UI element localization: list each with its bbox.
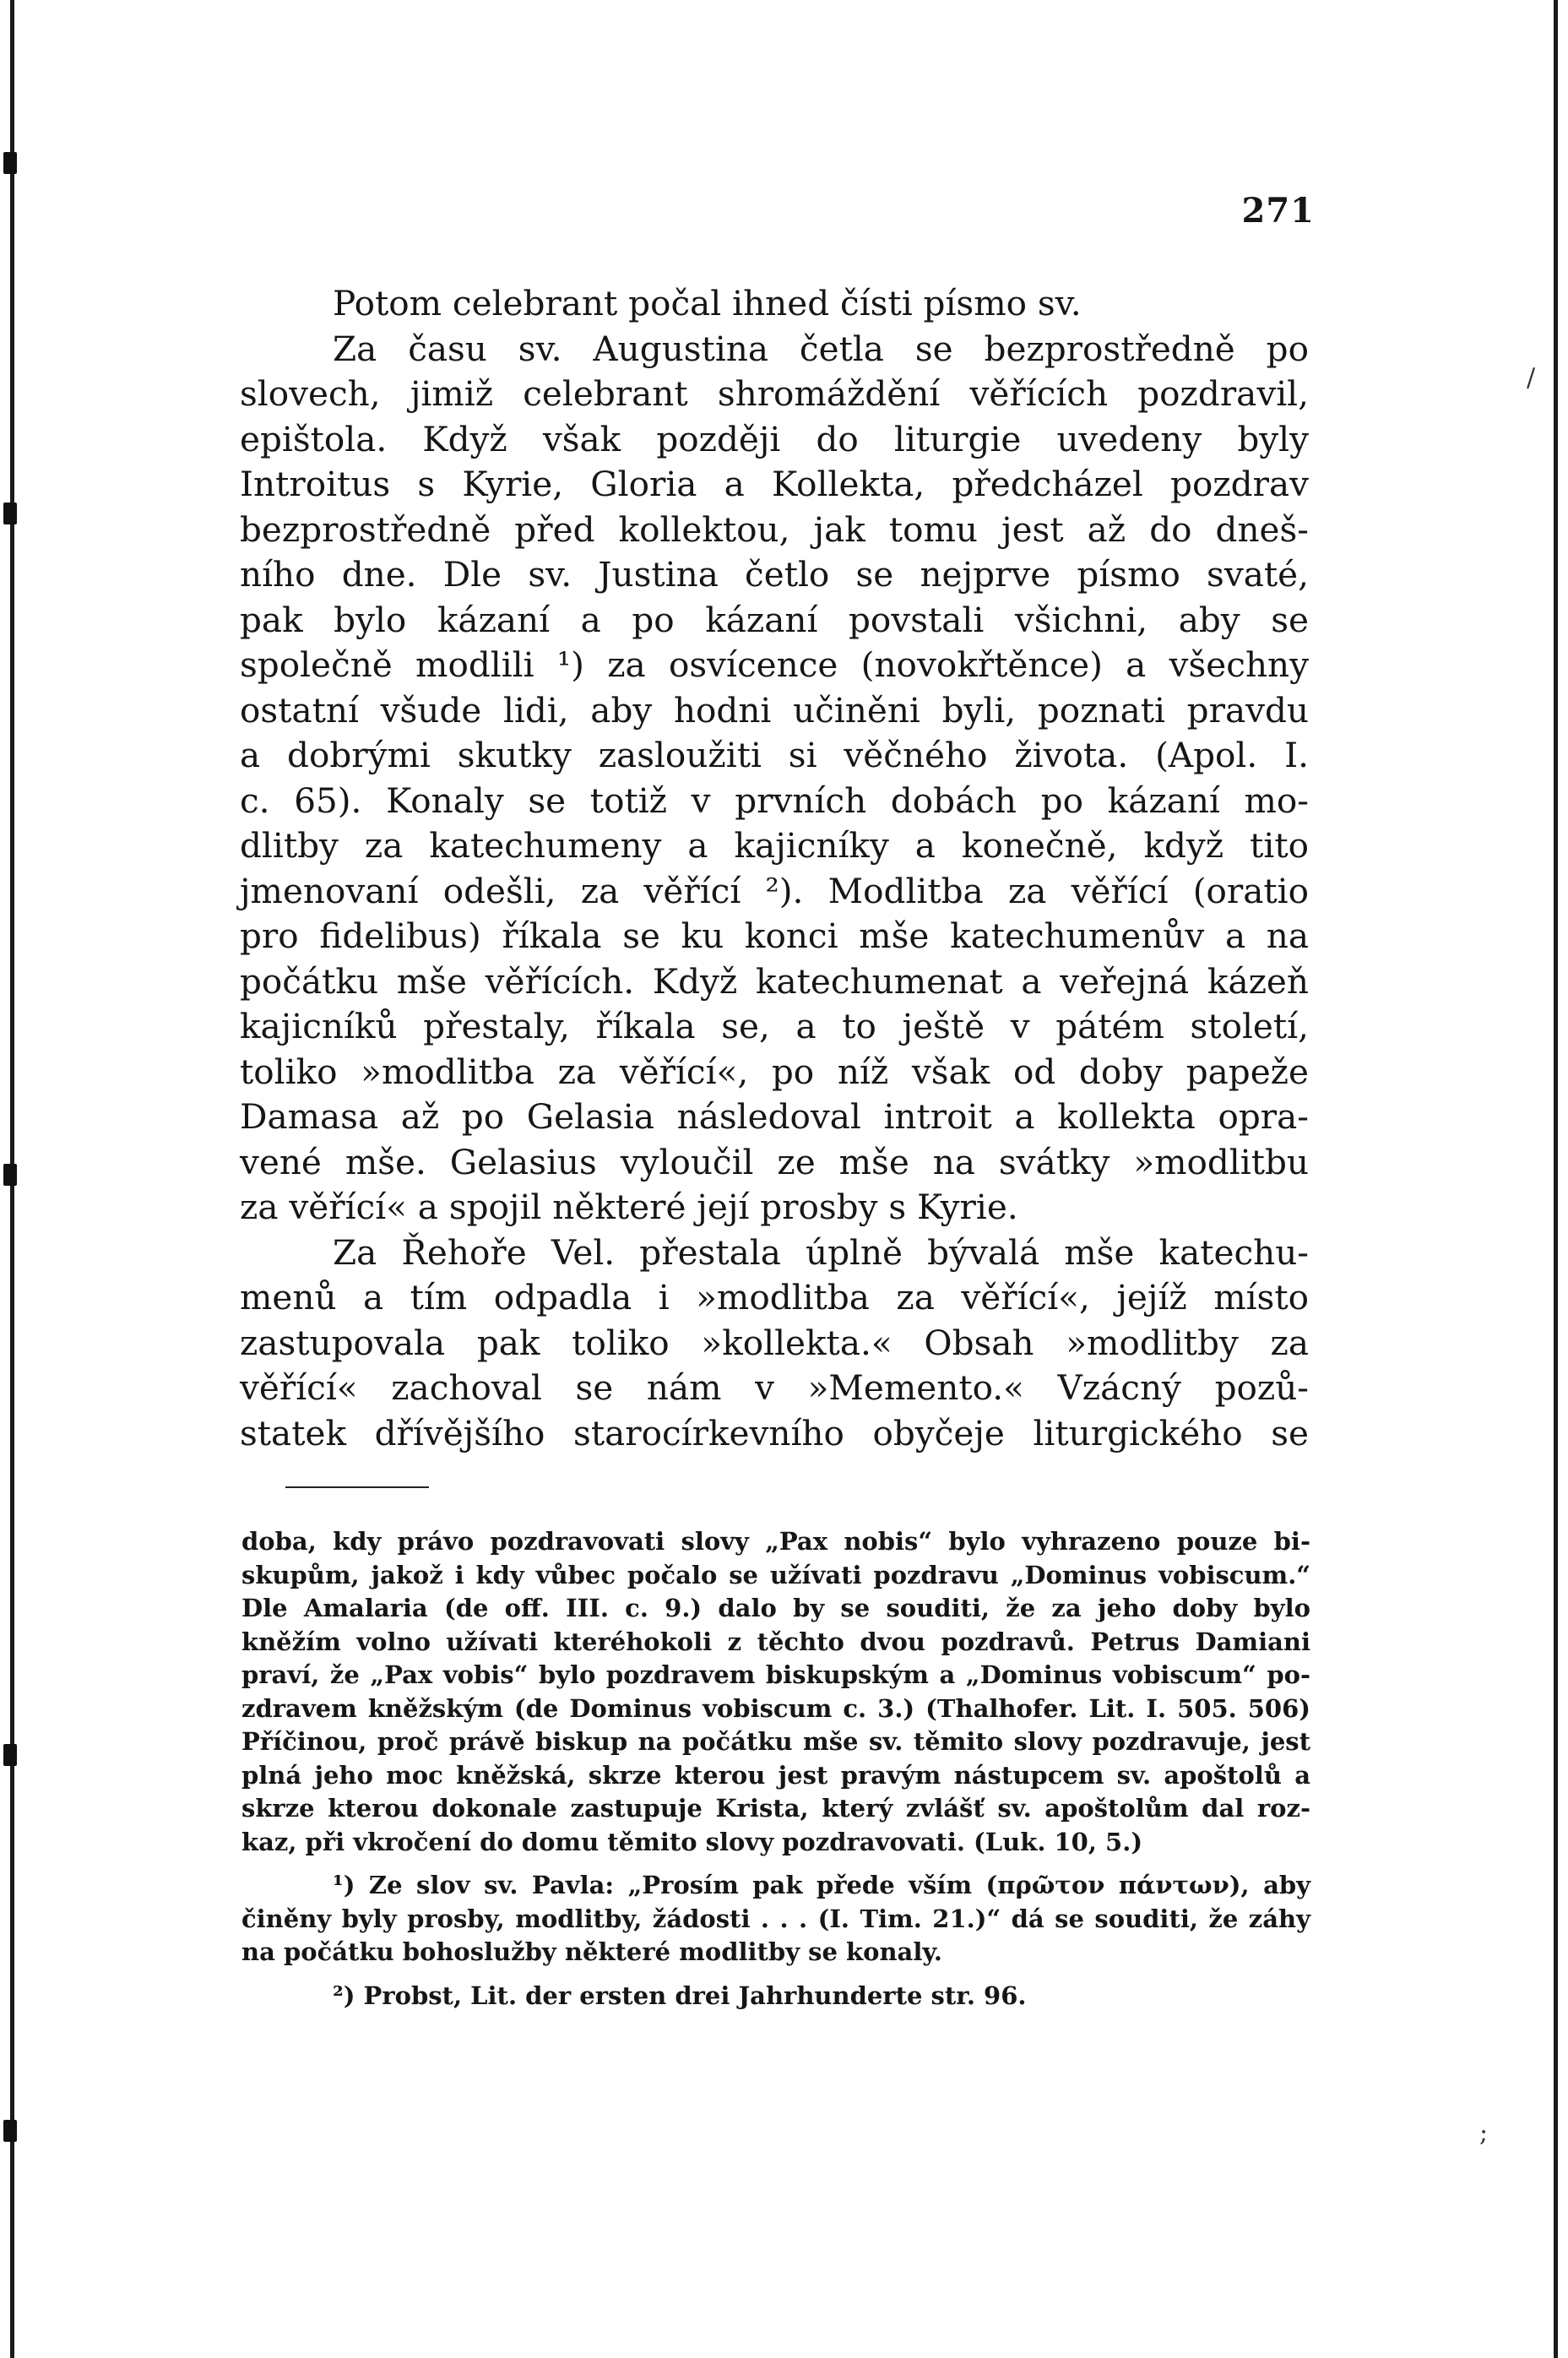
- text-line: c. 65). Konaly se totiž v prvních dobách po kázaní mo-: [240, 780, 1309, 821]
- footnote-line: Dle Amalaria (de off. III. c. 9.) dalo by se souditi, že za jeho doby bylo: [241, 1594, 1310, 1622]
- text-line: epištola. Když však později do liturgie uvedeny byly: [240, 418, 1309, 459]
- footnote-line: zdravem kněžským (de Dominus vobiscum c. 3.) (Thalhofer. Lit. I. 505. 506): [241, 1693, 1310, 1723]
- text-line: Potom celebrant počal ihned čísti písmo sv.: [333, 283, 1082, 323]
- binding-mark: [3, 2120, 17, 2142]
- footnote-line: Příčinou, proč právě biskup na počátku mše sv. těmito slovy pozdravuje, jest: [241, 1727, 1310, 1756]
- text-line: ního dne. Dle sv. Justina četlo se nejprve písmo svaté,: [240, 554, 1309, 595]
- footnotes: [241, 1525, 1310, 2013]
- text-line: počátku mše věřících. Když katechumenat a veřejná kázeň: [240, 960, 1309, 1002]
- text-line: společně modlili ¹) za osvícence (novokřtěnce) a všechny: [240, 644, 1309, 685]
- text-line: za věřící« a spojil některé její prosby s Kyrie.: [240, 1187, 1018, 1227]
- footnote-line: plná jeho moc kněžská, skrze kterou jest pravým nástupcem sv. apoštolů a: [241, 1760, 1310, 1790]
- footnote-line: skupům, jakož i kdy vůbec počalo se užívati pozdravu „Dominus vobiscum.“: [241, 1560, 1310, 1589]
- text-line: jmenovaní odešli, za věřící ²). Modlitba za věřící (oratio: [240, 870, 1309, 911]
- footnote-1-line: ¹) Ze slov sv. Pavla: „Prosím pak přede vším (πρῶτον πάντων), aby: [333, 1871, 1310, 1899]
- binding-mark: [3, 1164, 17, 1186]
- text-line: vené mše. Gelasius vyloučil ze mše na svátky »modlitbu: [240, 1141, 1309, 1182]
- text-line: slovech, jimiž celebrant shromáždění věřících pozdravil,: [240, 373, 1309, 414]
- text-line: toliko »modlitba za věřící«, po níž však od doby papeže: [240, 1051, 1309, 1092]
- text-line: bezprostředně před kollektou, jak tomu jest až do dneš-: [240, 508, 1309, 550]
- text-line: Damasa až po Gelasia následoval introit a kollekta opra-: [240, 1096, 1309, 1137]
- text-line: ostatní všude lidi, aby hodni učiněni byli, poznati pravdu: [240, 689, 1309, 731]
- body-text: [240, 281, 1309, 1456]
- footnote-line: praví, že „Pax vobis“ bylo pozdravem biskupským a „Dominus vobiscum“ po-: [241, 1660, 1310, 1689]
- footnote-line: skrze kterou dokonale zastupuje Krista, který zvlášť sv. apoštolům dal roz-: [241, 1794, 1310, 1823]
- text-line: a dobrými skutky zasloužiti si věčného života. (Apol. I.: [240, 735, 1309, 775]
- scan-speck: /: [1527, 363, 1536, 393]
- footnote-1-line: činěny byly prosby, modlitby, žádosti . . . (I. Tim. 21.)“ dá se souditi, že záhy: [241, 1904, 1310, 1933]
- scan-speck: ;: [1479, 2118, 1489, 2148]
- footnote-1-line: na počátku bohoslužby některé modlitby se konaly.: [241, 1937, 942, 1966]
- footnote-divider: [285, 1486, 429, 1488]
- text-line: Za času sv. Augustina četla se bezprostředně po: [333, 328, 1309, 369]
- footnote-line: kaz, při vkročení do domu těmito slovy pozdravovati. (Luk. 10, 5.): [241, 1827, 1143, 1856]
- text-line: menů a tím odpadla i »modlitba za věřící«, jejíž místo: [240, 1277, 1309, 1318]
- page-number: 271: [1241, 191, 1315, 231]
- text-line: Introitus s Kyrie, Gloria a Kollekta, předcházel pozdrav: [240, 464, 1309, 504]
- text-line: zastupovala pak toliko »kollekta.« Obsah »modlitby za: [240, 1322, 1309, 1363]
- footnote-line: doba, kdy právo pozdravovati slovy „Pax nobis“ bylo vyhrazeno pouze bi-: [241, 1527, 1310, 1556]
- text-line: pro fidelibus) říkala se ku konci mše katechumenův a na: [240, 915, 1309, 956]
- text-line: dlitby za katechumeny a kajicníky a konečně, když tito: [240, 825, 1309, 866]
- text-line: Za Řehoře Vel. přestala úplně bývalá mše katechu-: [333, 1231, 1309, 1273]
- text-line: statek dřívějšího starocírkevního obyčeje liturgického se: [240, 1412, 1309, 1453]
- footnote-2-line: ²) Probst, Lit. der ersten drei Jahrhunderte str. 96.: [333, 1980, 1027, 2010]
- binding-mark: [3, 152, 17, 174]
- binding-mark: [3, 503, 17, 524]
- text-line: věřící« zachoval se nám v »Memento.« Vzácný pozů-: [240, 1367, 1309, 1408]
- binding-mark: [3, 1744, 17, 1766]
- footnote-line: kněžím volno užívati kteréhokoli z těchto dvou pozdravů. Petrus Damiani: [241, 1627, 1310, 1656]
- text-line: pak bylo kázaní a po kázaní povstali všichni, aby se: [240, 599, 1309, 640]
- text-line: kajicníků přestaly, říkala se, a to ještě v pátém století,: [240, 1006, 1309, 1046]
